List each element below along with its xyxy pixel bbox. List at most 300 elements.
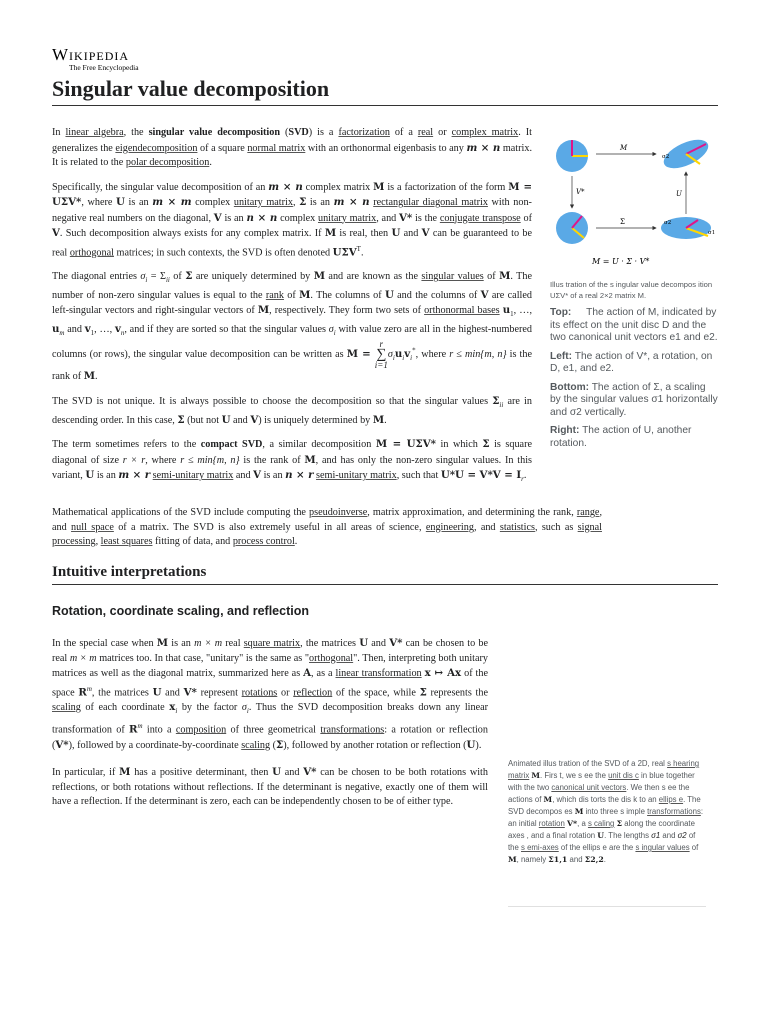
math: U [221,413,231,426]
math: v [114,322,121,335]
item-body: The action of Σ, a scaling by the singular values σ1 horizontally and σ2 vertically. [550,381,718,418]
link-square-matrix[interactable]: square matrix [243,638,301,649]
text: is the rank of [52,349,533,383]
text: can be chosen to be both rotations with reflections, or both rotations without reflections. If the determinant is negative, exactly one of them will have a reflection. If the determinant is zero, each can be independently chosen to be of either type. [52,767,488,808]
math: Σ [419,685,427,698]
math: Σ [299,196,307,208]
svd-formula: M = U · Σ · V* [592,257,650,266]
math: U [466,738,476,751]
label-u: U [676,190,682,198]
section2-paragraph-2 [52,765,488,810]
label-sigma: Σ [620,218,625,226]
item-head: Left: [550,350,573,362]
text: In [52,127,66,138]
text: is an [221,212,247,224]
text: , respectively. They form two sets of [269,305,425,317]
text: along the coordinate axes , and a final rotation [508,819,695,840]
text: of the [508,831,696,852]
figure1-item-right [550,425,718,450]
math: m × n [268,180,303,193]
link-transformations[interactable]: transformations [320,724,385,736]
text: of [169,271,186,283]
text: Mathematical applications of the SVD include computing the [52,507,310,518]
text: ). [475,739,482,751]
text: of a matrix. The SVD is also extremely useful in all areas of science, [113,521,426,533]
link-signal-processing[interactable]: signal processing [52,521,602,547]
text: and [280,767,304,779]
text: into three s imple [583,807,648,816]
math: U [272,766,281,779]
text: , [95,536,101,547]
text: matrices; in such contexts, the SVD is often denoted [113,246,333,258]
text: ), followed by another rotation or reflection ( [283,739,467,751]
bold-compact-svd: compact SVD [200,439,263,451]
math-subscript: ii [165,276,170,285]
text: are in descending order. In this case, [52,395,532,426]
text: of the space [52,668,489,698]
intro-paragraph-5 [52,437,532,487]
math: u [52,322,60,335]
math: V [52,227,60,239]
text: complex matrix [302,181,374,193]
link-engineering[interactable]: engineering [425,521,474,533]
text: ) is uniquely determined by [258,414,373,426]
link-factorization[interactable]: factorization [338,127,390,138]
text: matrices too. In that case, "unitary" is the same as " [96,652,309,664]
text: The diagonal entries [52,271,141,283]
math-subscript: i [175,707,178,716]
intro-paragraph-2 [52,180,532,261]
math: M [156,637,169,649]
link-statistics[interactable]: statistics [499,521,535,533]
math: M [257,304,270,317]
page-title: Singular value decomposition [52,75,718,106]
bold-svd: singular value decomposition [148,127,281,138]
link-semi-axes[interactable]: s emi-axes [521,843,559,852]
link-orthonormal-bases[interactable]: orthonormal bases [424,305,500,317]
math-superscript: m [86,684,92,693]
text: can be guaranteed to be real [52,228,532,258]
intro-paragraph-1 [52,126,532,171]
math: r ≤ min{m, n} [180,454,240,466]
svd-diagram [540,130,718,270]
text: in which [436,439,483,451]
item-head: Right: [550,425,580,436]
link-range[interactable]: range [576,507,600,518]
text: and [660,831,678,840]
text: . It generalizes the [52,127,532,154]
math-superscript: * [412,346,416,355]
math: Σ1,1 [548,855,568,864]
math: U [597,831,605,840]
intro-section [52,126,532,496]
math: r × r [122,454,146,466]
math: v [404,348,411,361]
link-unit-disc[interactable]: unit dis c [608,771,639,780]
subsection-heading: Rotation, coordinate scaling, and reflection [52,604,309,618]
math: σ [241,702,247,714]
text: represent [196,686,242,698]
math-subscript: i [246,707,249,716]
text: of [689,843,699,852]
text: . [384,414,387,426]
text: matrix. It is related to the [52,142,532,168]
text: , such that [396,470,441,482]
text: and are known as the [324,271,422,283]
label-sigma2-bottom: σ2 [664,220,672,226]
math-subscript: 1 [90,328,95,337]
link-rank[interactable]: rank [265,289,284,301]
text: , which dis torts the dis k to an [552,795,659,804]
text: , and [52,507,602,533]
math: V* [566,819,578,828]
math: V [480,288,489,301]
figure1-caption: Illus tration of the s ingular value decompos ition UΣV* of a real 2×2 matrix M. [550,280,713,300]
link-singular-values-2[interactable]: s ingular values [635,843,690,852]
text: . [360,246,364,258]
text: Animated illus tration of the SVD of a 2D, real [508,759,668,768]
link-ellipse[interactable]: ellips e [658,795,684,804]
math: Σ [177,413,185,426]
math: V [253,469,262,482]
link-rotations[interactable]: rotations [241,686,278,698]
text: of the ellips e are the [558,843,636,852]
figure-svd-illustration [540,130,718,450]
link-linear-algebra[interactable]: linear algebra [65,127,124,138]
text: and [368,638,390,649]
logo-wordmark: Wikipedia [52,45,130,64]
text: ), followed by a coordinate-by-coordinate [68,739,242,751]
bold-svd-abbr: SVD [288,127,309,138]
math: u [394,348,403,361]
text: . Such decomposition always exists for any complex matrix. If [59,228,325,239]
text: , where [415,349,450,361]
link-polar-decomposition[interactable]: polar decomposition [125,157,210,168]
text: of the space, while [332,686,420,698]
math: U [152,685,162,698]
link-unitary-matrix[interactable]: unitary matrix [233,197,293,208]
text: The term sometimes refers to the [52,439,201,451]
math: = Σ [147,271,166,283]
text: , and if they are sorted so that the singular values [124,323,329,335]
text: , namely [516,855,549,864]
math: M [324,227,337,239]
text: of a square [197,142,248,154]
link-real[interactable]: real [417,127,434,138]
text: ". Then, interpreting both unitary matrices as well as the diagonal matrix, summarized here as [52,652,488,679]
link-transformations-2[interactable]: transformations [647,807,701,816]
figure2-divider [508,906,706,907]
math: m × m [69,652,97,664]
link-least-squares[interactable]: least squares [100,536,153,547]
text: of a [389,127,418,138]
text: of each coordinate [80,702,170,714]
math: Σ [482,438,490,451]
math: m × m [194,638,223,649]
math: V* [389,637,403,649]
math: M [313,270,325,283]
section-heading: Intuitive interpretations [52,562,718,585]
link-normal-matrix[interactable]: normal matrix [247,142,306,154]
math-subscript: m [59,328,65,337]
math: v [84,322,91,335]
section-intuitive [52,562,718,619]
text: with value zero are all in the highest-numbered columns (or rows), the singular value decomposition can be written as [52,323,533,361]
math: M = UΣV* [375,438,436,451]
text: is a factorization of the form [384,181,509,193]
text: , as a [311,668,336,679]
text: complex [191,197,234,208]
math: M = [346,348,375,361]
item-body: The action of V*, a rotation, on D, e1, and e2. [550,350,713,374]
text: by the factor [177,702,242,714]
text: . The columns of [310,289,385,301]
text: , and has only the non-zero singular values. In this variant, [52,454,533,482]
math: M [508,855,517,864]
math: σ [328,323,334,335]
text: . [603,855,606,864]
math: Σ2,2 [584,855,604,864]
text: of [283,289,300,301]
text: is real, then [336,228,392,239]
math: σ [387,349,393,361]
math: M [531,771,541,780]
wikipedia-logo[interactable] [52,46,718,73]
math: U [359,637,369,649]
link-unitary-matrix-2[interactable]: unitary matrix [317,212,377,224]
link-semi-unitary-matrix-2[interactable]: semi-unitary matrix [316,470,397,482]
text: , [292,197,300,208]
text: . The number of non-zero singular values is equal to the [52,271,533,301]
math: U [116,196,125,208]
math: Σ [185,270,193,283]
text: . The lengths [604,831,652,840]
math: m × r [118,469,151,482]
math: M [373,180,385,193]
label-m: M [620,144,628,152]
text: ( [280,127,289,138]
figure2-caption [508,758,706,866]
link-reflection[interactable]: reflection [293,686,333,698]
math: σ2 [677,831,687,840]
text: , the [123,127,149,138]
text: , …, [513,305,533,317]
math: R [78,685,87,698]
text: , where [81,197,117,208]
math: M [304,453,316,466]
text: , a [577,819,588,828]
text: : a rotation or reflection ( [52,724,488,751]
link-singular-values[interactable]: singular values [421,271,484,283]
math: V* [303,766,317,779]
text: real [222,638,244,649]
math: V [213,211,222,224]
link-scaling-2[interactable]: scaling [241,739,271,751]
text: of [483,271,500,283]
math: σ1 [651,831,661,840]
math: UΣV [332,245,357,258]
text: is an [168,638,195,649]
text: in blue together with the two [508,771,695,792]
item-head: Bottom: [550,381,590,393]
link-process-control[interactable]: process control [232,536,295,547]
math: V [250,413,259,426]
math: M [543,795,553,804]
link-null-space[interactable]: null space [71,521,114,533]
text: has a positive determinant, then [130,767,273,779]
text: of [520,212,532,224]
text: and [233,470,254,482]
math: m × m [152,196,192,208]
link-linear-transformation[interactable]: linear transformation [335,668,422,679]
text: : an initial [508,807,704,828]
link-orthogonal[interactable]: orthogonal [69,246,114,258]
text: . The SVD decompos es [508,795,701,816]
text: is an [261,470,286,482]
link-pseudoinverse[interactable]: pseudoinverse [309,507,368,518]
text: is an [306,197,334,208]
math: Σ [276,738,284,751]
math: n × r [285,469,314,482]
math: x ↦ Ax [424,667,462,679]
math: M [574,807,584,816]
math-superscript: m [137,721,143,730]
intro-paragraph-4 [52,394,532,428]
link-conjugate-transpose[interactable]: conjugate transpose [439,212,521,224]
math: U [391,227,401,239]
text: and [567,855,585,864]
text: The SVD is not unique. It is always possible to choose the decomposition so that the singular values [52,395,493,407]
text: with an orthonormal eigenbasis to any [305,142,467,154]
text: is an [94,470,119,482]
text: is square diagonal of size [52,439,532,466]
link-complex-matrix[interactable]: complex matrix [451,127,519,138]
math: U [85,469,95,482]
math: M [83,370,95,383]
text: In the special case when [52,638,157,649]
text: , such as [534,521,578,533]
figure1-item-bottom [550,382,718,420]
text: , the matrices [300,638,360,649]
text: represents the [426,686,488,698]
math: V* [55,738,69,751]
text: . We then s ee the actions of [508,783,690,804]
text: can be chosen to be real [52,638,488,664]
math-subscript: n [120,328,125,337]
sum-upper: r [379,339,384,350]
math-m-by-n: m × n [466,141,501,154]
math: r ≤ min{m, n} [449,349,507,361]
math: x [169,701,176,714]
text: . [209,157,212,168]
math: A [303,667,312,679]
math: u [502,304,511,317]
math: U*U = V*V = I [440,469,522,482]
text: is an [124,197,153,208]
text: with non-negative real numbers on the diagonal, [52,197,532,224]
item-head: Top: [550,307,572,318]
section-intuitive-body [52,636,488,819]
text: and [161,686,184,698]
math: M [372,413,385,426]
math: V* [399,211,413,224]
text: fitting of data, and [152,536,233,547]
math-subscript: i [392,354,395,363]
link-orthogonal-2[interactable]: orthogonal [309,652,354,664]
intro-paragraph-3 [52,269,532,385]
article [52,46,718,106]
link-scaling-3[interactable]: s caling [587,819,615,828]
label-sigma1-bottom: σ1 [708,230,716,236]
section2-paragraph-1 [52,636,488,753]
applications-section [52,506,602,559]
link-canonical-unit-vectors[interactable]: canonical unit vectors [551,783,627,792]
text: . Thus the SVD decomposition breaks down any linear transformation of [52,702,489,736]
text: , the matrices [91,686,153,698]
text: Specifically, the singular value decomposition of an [52,181,269,193]
text: . [523,470,527,482]
text: and [64,323,85,335]
text: , and [376,212,400,224]
text: , …, [94,323,115,335]
item-body: The action of U, another rotation. [550,425,692,449]
intro-paragraph-6 [52,506,602,550]
item-body: The action of M, indicated by its effect on the unit disc D and the two canonical unit vectors e1 and e2. [550,307,718,343]
link-eigendecomposition[interactable]: eigendecomposition [115,142,198,154]
link-scaling[interactable]: scaling [52,702,81,714]
text: . Firs t, we s ee the [540,771,609,780]
figure1-items [540,307,718,450]
link-composition[interactable]: composition [175,724,227,736]
figure1-item-left [550,351,718,376]
math-subscript: r [521,475,524,484]
text: and [400,228,422,239]
text: , and [473,521,500,533]
link-rotation[interactable]: rotation [538,819,565,828]
text: . [294,536,298,547]
math-superscript: T [356,244,361,253]
text: are called left-singular vectors and right-singular vectors of [52,289,532,317]
text: or [277,686,294,698]
math-subscript: 1 [510,310,514,319]
link-shearing-matrix[interactable]: s hearing matrix [508,759,700,780]
text: , a similar decomposition [262,439,376,451]
math: M [499,270,511,283]
label-sigma1-top: σ2 [662,154,670,160]
text: ) is a [308,127,339,138]
math: n × n [246,211,278,224]
text: and the columns of [393,289,481,301]
link-semi-unitary-matrix[interactable]: semi-unitary matrix [152,470,234,482]
link-rectangular-diagonal-matrix[interactable]: rectangular diagonal matrix [373,197,488,208]
math-subscript: i [402,354,405,363]
text: complex [277,212,318,224]
text: is the rank of [239,454,305,466]
math-subscript: ii [499,401,504,410]
math: U [384,288,394,301]
text: In particular, if [52,767,120,779]
text: or [433,127,452,138]
text: ( [270,739,277,751]
math: m × n [333,196,370,208]
math: R [129,723,138,736]
math: M [299,288,311,301]
math-svd-equation: M = UΣV* [52,180,532,208]
math-summation [375,340,388,369]
math-subscript: i [145,276,148,285]
math-subscript: i [333,328,336,337]
figure1-item-top [550,307,718,345]
